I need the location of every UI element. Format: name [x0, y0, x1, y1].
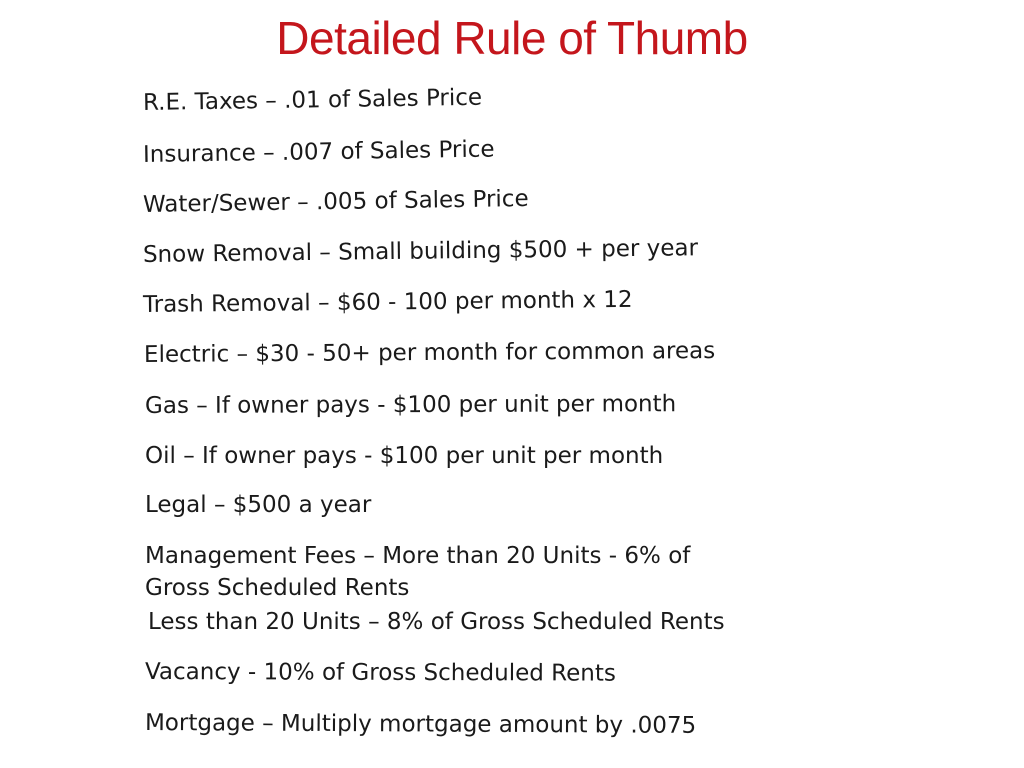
rule-electric: Electric – $30 - 50+ per month for common areas — [143, 338, 716, 368]
rule-insurance: Insurance – .007 of Sales Price — [142, 136, 495, 168]
rule-snow-removal: Snow Removal – Small building $500 + per year — [142, 235, 699, 268]
rule-re-taxes: R.E. Taxes – .01 of Sales Price — [142, 84, 483, 116]
rule-trash-removal: Trash Removal – $60 - 100 per month x 12 — [142, 286, 633, 318]
rule-management-fees-cont: Gross Scheduled Rents — [145, 575, 410, 601]
slide-title: Detailed Rule of Thumb — [276, 12, 748, 64]
rule-management-fees-less: Less than 20 Units – 8% of Gross Scheduled Rents — [148, 609, 725, 635]
rule-vacancy: Vacancy - 10% of Gross Scheduled Rents — [144, 659, 616, 687]
rule-legal: Legal – $500 a year — [145, 492, 372, 518]
rule-management-fees: Management Fees – More than 20 Units - 6% of — [145, 543, 691, 569]
rule-water-sewer: Water/Sewer – .005 of Sales Price — [142, 185, 529, 218]
rule-mortgage: Mortgage – Multiply mortgage amount by .0075 — [144, 710, 697, 739]
rule-gas: Gas – If owner pays - $100 per unit per month — [144, 391, 677, 419]
rule-oil: Oil – If owner pays - $100 per unit per month — [145, 443, 664, 469]
